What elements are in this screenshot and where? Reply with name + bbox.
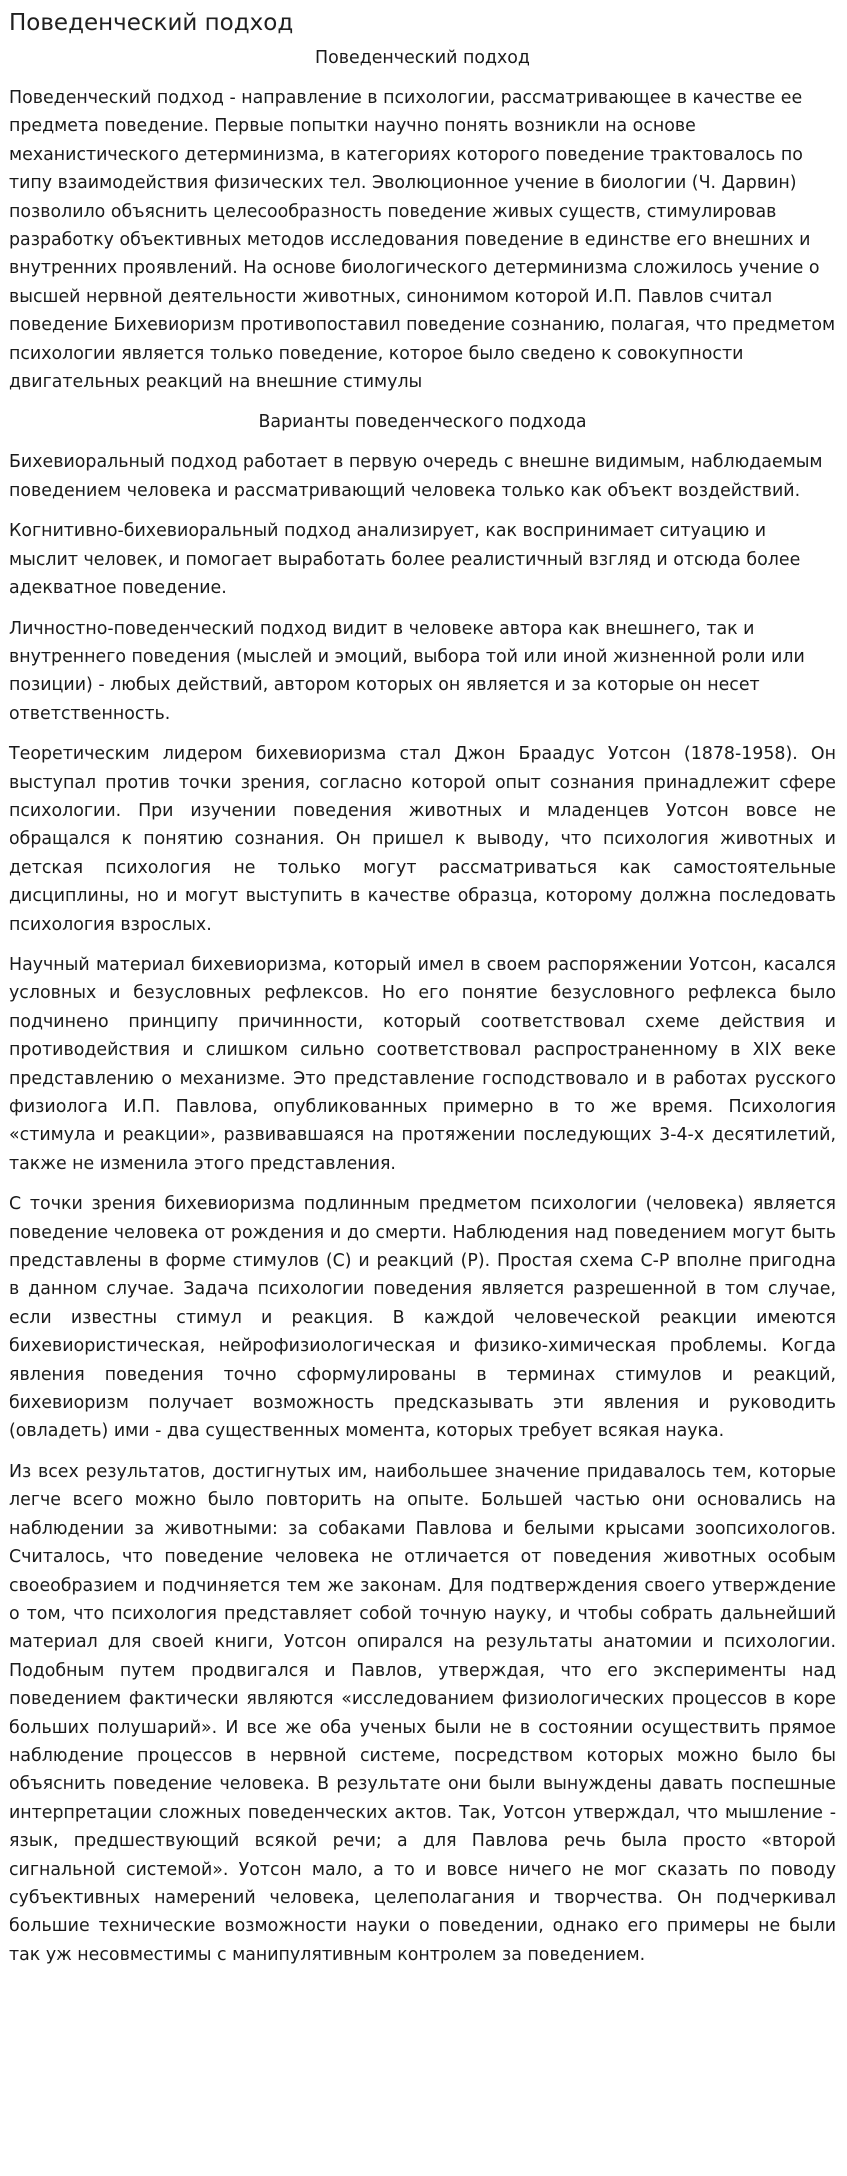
section-heading-main: Поведенческий подход: [315, 48, 530, 68]
page-title: Поведенческий подход: [9, 10, 294, 36]
variant-paragraph-personal: Личностно-поведенческий подход видит в человеке автора как внешнего, так и внутреннего поведения (мыслей и эмоций, выбора той или иной жизненной роли или позиции) - любых действий, автором которых он является и за которые он несет ответственность.: [9, 618, 805, 724]
body-paragraph-stimulus-response: С точки зрения бихевиоризма подлинным предметом психологии (человека) является поведение человека от рождения и до смерти. Наблюдения над поведением могут быть представлены в форме стимулов (С) и реакций (Р). Простая схема С-Р вполне пригодна в данном случае. Задача психологии поведения является разрешенной в том случае, если известны стимул и реакция. В каждой человеческой реакции имеются бихевиористическая, нейрофизиологическая и физико-химическая проблемы. Когда явления поведения точно сформулированы в терминах стимулов и реакций, бихевиоризм получает возможность предсказывать эти явления и руководить (овладеть) ими - два существенных момента, которых требует всякая наука.: [9, 1194, 836, 1442]
body-paragraph-results: Из всех результатов, достигнутых им, наибольшее значение придавалось тем, которые легче всего можно было повторить на опыте. Большей частью они основались на наблюдении за животными: за собаками Павлова и белыми крысами зоопсихологов. Считалось, что поведение человека не отличается от поведения животных особым своеобразием и подчиняется тем же законам. Для подтверждения своего утверждение о том, что психология представляет собой точную науку, и чтобы собрать дальнейший материал для своей книги, Уотсон опирался на результаты анатомии и психологии. Подобным путем продвигался и Павлов, утверждая, что его эксперименты над поведением фактически являются «исследованием физиологических процессов в коре больших полушарий». И все же оба ученых были не в состоянии осуществить прямое наблюдение процессов в нервной системе, посредством которых можно было бы объяснить поведение человека. В результате они были вынуждены давать поспешные интерпретации сложных поведенческих актов. Так, Уотсон утверждал, что мышление - язык, предшествующий всякой речи; а для Павлова речь была просто «второй сигнальной системой». Уотсон мало, а то и вовсе ничего не мог сказать по поводу субъективных намерений человека, целеполагания и творчества. Он подчеркивал большие технические возможности науки о поведении, однако его примеры не были так уж несовместимы с манипулятивным контролем за поведением.: [9, 1461, 836, 1965]
body-paragraph-reflexes: Научный материал бихевиоризма, который имел в своем распоряжении Уотсон, касался условных и безусловных рефлексов. Но его понятие безусловного рефлекса было подчинено принципу причинности, который соответствовал схеме действия и противодействия и слишком сильно соответствовал распространенному в XIX веке представлению о механизме. Это представление господствовало и в работах русского физиолога И.П. Павлова, опубликованных примерно в то же время. Психология «стимула и реакции», развивавшаяся на протяжении последующих 3-4-х десятилетий, также не изменила этого представления.: [9, 954, 836, 1174]
variant-paragraph-behavioral: Бихевиоральный подход работает в первую очередь с внешне видимым, наблюдаемым поведением человека и рассматривающий человека только как объект воздействий.: [9, 452, 823, 501]
section-heading-variants: Варианты поведенческого подхода: [258, 412, 587, 433]
variant-paragraph-cognitive: Когнитивно-бихевиоральный подход анализирует, как воспринимает ситуацию и мыслит человек, и помогает выработать более реалистичный взгляд и отсюда более адекватное поведение.: [9, 521, 801, 599]
intro-paragraph: Поведенческий подход - направление в психологии, рассматривающее в качестве ее предмета поведение. Первые попытки научно понять возникли на основе механистического детерминизма, в категориях которого поведение трактовалось по типу взаимодействия физических тел. Эволюционное учение в биологии (Ч. Дарвин) позволило объяснить целесообразность поведение живых существ, стимулировав разработку объективных методов исследования поведение в единстве его внешних и внутренних проявлений. На основе биологического детерминизма сложилось учение о высшей нервной деятельности животных, синонимом которой И.П. Павлов считал поведение Бихевиоризм противопоставил поведение сознанию, полагая, что предметом психологии является только поведение, которое было сведено к совокупности двигательных реакций на внешние стимулы: [9, 88, 836, 393]
body-paragraph-watson: Теоретическим лидером бихевиоризма стал Джон Браадус Уотсон (1878-1958). Он выступал против точки зрения, согласно которой опыт сознания принадлежит сфере психологии. При изучении поведения животных и младенцев Уотсон вовсе не обращался к понятию сознания. Он пришел к выводу, что психология животных и детская психология не только могут рассматриваться как самостоятельные дисциплины, но и могут выступить в качестве образца, которому должна последовать психология взрослых.: [9, 744, 836, 935]
